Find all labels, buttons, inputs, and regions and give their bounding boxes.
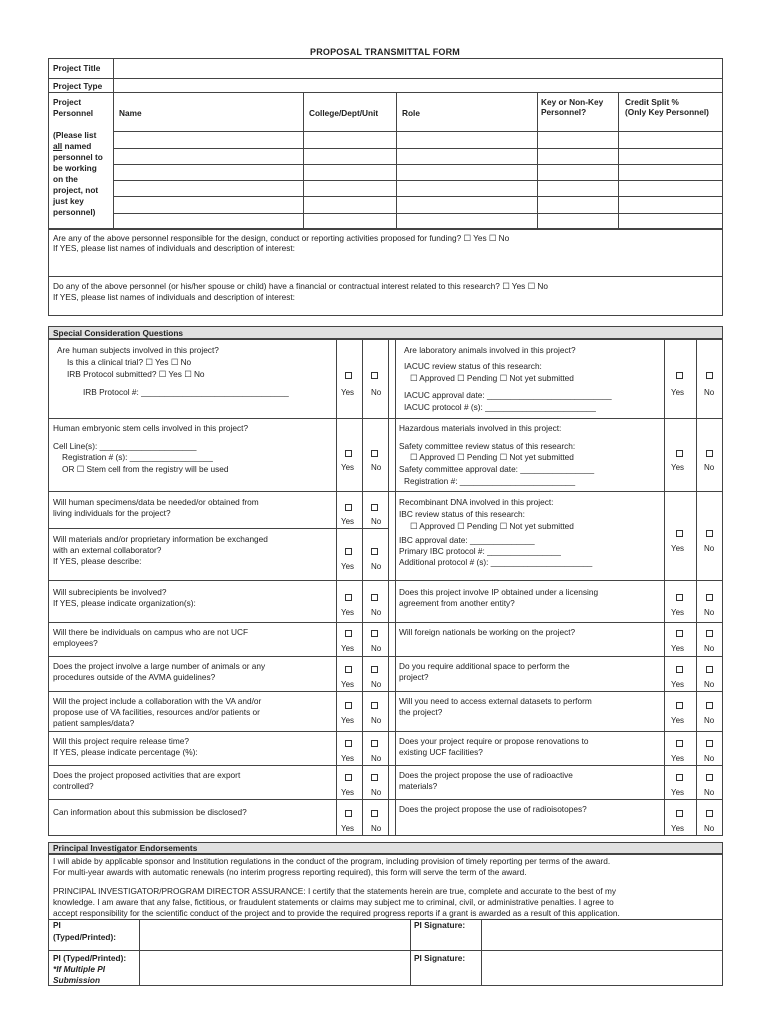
renov-no-label: No [704, 754, 715, 763]
pi1-signature-label: PI Signature: [414, 920, 466, 930]
human-yes-label: Yes [341, 388, 355, 397]
materials-no-label: No [371, 562, 382, 571]
dna-no-label: No [704, 544, 715, 553]
q-personnel-line2: If YES, please list names of individuals and description of interest: [53, 243, 295, 253]
stem-yes-label: Yes [341, 463, 355, 472]
role-header: Role [402, 108, 420, 118]
renov-no-checkbox[interactable] [706, 740, 713, 747]
stem-yes-checkbox[interactable] [345, 450, 352, 457]
datasets-yes-checkbox[interactable] [676, 702, 683, 709]
export-no-label: No [371, 788, 382, 797]
disclose-no-label: No [371, 824, 382, 833]
pi2-label-b: *If Multiple PI [53, 964, 106, 974]
animals-no-label: No [371, 680, 382, 689]
dna-no-checkbox[interactable] [706, 530, 713, 537]
va-no-label: No [371, 716, 382, 725]
pi2-name-input[interactable] [140, 951, 409, 985]
key-header-2: Personnel? [541, 107, 587, 117]
hazard-yes-label: Yes [671, 463, 685, 472]
project-title-input[interactable] [114, 59, 722, 77]
space-yes-checkbox[interactable] [676, 666, 683, 673]
radioisotopes-no-checkbox[interactable] [706, 810, 713, 817]
ip-no-label: No [704, 608, 715, 617]
radioisotopes-yes-label: Yes [671, 824, 685, 833]
space-no-checkbox[interactable] [706, 666, 713, 673]
subrecip-no-label: No [371, 608, 382, 617]
release-yes-label: Yes [341, 754, 355, 763]
disclose-no-checkbox[interactable] [371, 810, 378, 817]
stem-no-checkbox[interactable] [371, 450, 378, 457]
space-no-label: No [704, 680, 715, 689]
lab-yes-checkbox[interactable] [676, 372, 683, 379]
release-yes-checkbox[interactable] [345, 740, 352, 747]
export-yes-label: Yes [341, 788, 355, 797]
lab-yes-label: Yes [671, 388, 685, 397]
animals-no-checkbox[interactable] [371, 666, 378, 673]
ip-yes-label: Yes [671, 608, 685, 617]
space-yes-label: Yes [671, 680, 685, 689]
va-no-checkbox[interactable] [371, 702, 378, 709]
dna-yes-checkbox[interactable] [676, 530, 683, 537]
materials-yes-label: Yes [341, 562, 355, 571]
lab-no-checkbox[interactable] [706, 372, 713, 379]
subrecip-no-checkbox[interactable] [371, 594, 378, 601]
hazard-no-checkbox[interactable] [706, 450, 713, 457]
stem-no-label: No [371, 463, 382, 472]
college-header: College/Dept/Unit [309, 108, 379, 118]
va-yes-checkbox[interactable] [345, 702, 352, 709]
pi2-signature-label: PI Signature: [414, 953, 466, 963]
renov-yes-label: Yes [671, 754, 685, 763]
q-financial-line2: If YES, please list names of individuals and description of interest: [53, 292, 295, 302]
foreign-no-checkbox[interactable] [706, 630, 713, 637]
credit-header-2: (Only Key Personnel) [625, 107, 709, 117]
foreign-no-label: No [704, 644, 715, 653]
pi1-name-input[interactable] [140, 920, 409, 949]
pi1-signature-input[interactable] [482, 920, 722, 949]
nonucf-no-checkbox[interactable] [371, 630, 378, 637]
human-no-checkbox[interactable] [371, 372, 378, 379]
radioactive-no-checkbox[interactable] [706, 774, 713, 781]
project-label: Project [53, 97, 82, 107]
ip-yes-checkbox[interactable] [676, 594, 683, 601]
disclose-yes-label: Yes [341, 824, 355, 833]
name-header: Name [119, 108, 142, 118]
export-no-checkbox[interactable] [371, 774, 378, 781]
pi2-label-a: PI (Typed/Printed): [53, 953, 127, 963]
q-personnel-line1: Are any of the above personnel responsible for the design, conduct or reporting activities proposed for funding? ☐ Yes ☐ No [53, 233, 510, 243]
subrecip-yes-checkbox[interactable] [345, 594, 352, 601]
datasets-yes-label: Yes [671, 716, 685, 725]
pi1-label-b: (Typed/Printed): [53, 932, 116, 942]
human-no-label: No [371, 388, 382, 397]
nonucf-no-label: No [371, 644, 382, 653]
personnel-label: Personnel [53, 108, 94, 118]
va-yes-label: Yes [341, 716, 355, 725]
project-title-label: Project Title [53, 63, 101, 73]
foreign-yes-label: Yes [671, 644, 685, 653]
subrecip-yes-label: Yes [341, 608, 355, 617]
project-type-input[interactable] [114, 79, 722, 91]
form-title: PROPOSAL TRANSMITTAL FORM [310, 47, 460, 57]
materials-yes-checkbox[interactable] [345, 548, 352, 555]
animals-yes-checkbox[interactable] [345, 666, 352, 673]
radioactive-yes-checkbox[interactable] [676, 774, 683, 781]
specimens-yes-checkbox[interactable] [345, 504, 352, 511]
renov-yes-checkbox[interactable] [676, 740, 683, 747]
specimens-yes-label: Yes [341, 517, 355, 526]
animals-yes-label: Yes [341, 680, 355, 689]
credit-header-1: Credit Split % [625, 97, 679, 107]
radioactive-yes-label: Yes [671, 788, 685, 797]
human-yes-checkbox[interactable] [345, 372, 352, 379]
dna-yes-label: Yes [671, 544, 685, 553]
hazard-no-label: No [704, 463, 715, 472]
radioisotopes-yes-checkbox[interactable] [676, 810, 683, 817]
export-yes-checkbox[interactable] [345, 774, 352, 781]
pi1-label-a: PI [53, 920, 61, 930]
radioisotopes-no-label: No [704, 824, 715, 833]
foreign-yes-checkbox[interactable] [676, 630, 683, 637]
pi2-label-c: Submission [53, 975, 101, 985]
release-no-label: No [371, 754, 382, 763]
pi-header: Principal Investigator Endorsements [53, 843, 198, 853]
special-header: Special Consideration Questions [53, 328, 184, 338]
specimens-no-label: No [371, 517, 382, 526]
hazard-yes-checkbox[interactable] [676, 450, 683, 457]
nonucf-yes-label: Yes [341, 644, 355, 653]
datasets-no-label: No [704, 716, 715, 725]
q-financial-line1: Do any of the above personnel (or his/her spouse or child) have a financial or contractual interest related to this research? ☐ Yes ☐ No [53, 281, 548, 291]
ip-no-checkbox[interactable] [706, 594, 713, 601]
radioactive-no-label: No [704, 788, 715, 797]
pi2-signature-input[interactable] [482, 951, 722, 985]
project-type-label: Project Type [53, 81, 103, 91]
materials-no-checkbox[interactable] [371, 548, 378, 555]
disclose-yes-checkbox[interactable] [345, 810, 352, 817]
lab-no-label: No [704, 388, 715, 397]
nonucf-yes-checkbox[interactable] [345, 630, 352, 637]
specimens-no-checkbox[interactable] [371, 504, 378, 511]
release-no-checkbox[interactable] [371, 740, 378, 747]
key-header-1: Key or Non-Key [541, 97, 604, 107]
datasets-no-checkbox[interactable] [706, 702, 713, 709]
